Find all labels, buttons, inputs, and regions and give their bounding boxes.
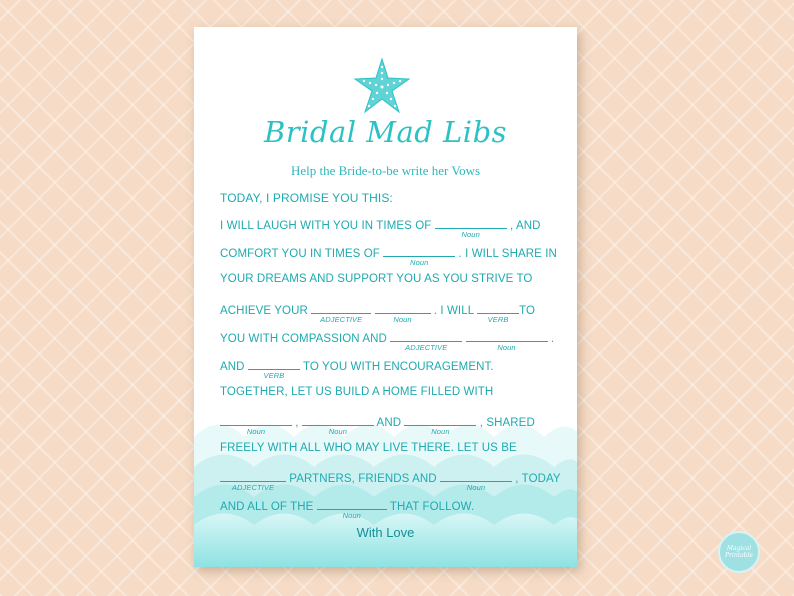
fill-in-blank[interactable] (466, 330, 548, 352)
blank-hint-label: Noun (431, 427, 450, 436)
vow-text: . I WILL (430, 305, 478, 317)
vow-line (220, 470, 561, 492)
blank-hint-label: Noun (342, 511, 361, 520)
subtitle: Help the Bride-to-be write her Vows (290, 163, 481, 178)
blank-hint-label: Noun (328, 427, 348, 436)
blank-hint-label: VERB (487, 315, 509, 324)
vow-text: , (292, 417, 302, 429)
vow-text: AND ALL OF THE (220, 501, 317, 513)
fill-in-blank[interactable] (317, 498, 387, 520)
brand-logo (718, 531, 760, 573)
vow-text: THAT FOLLOW. (386, 501, 475, 513)
vow-text: ACHIEVE YOUR (220, 305, 312, 317)
blank-hint-label: Noun (246, 427, 266, 436)
fill-in-blank[interactable] (383, 245, 455, 267)
starfish-icon (352, 57, 412, 115)
vow-text: , SHARED (476, 417, 535, 429)
vow-line (220, 273, 532, 285)
vow-line (220, 358, 494, 380)
closing-text: With Love (356, 525, 415, 540)
vow-text: I WILL LAUGH WITH YOU IN TIMES OF (220, 220, 435, 232)
vow-line (220, 498, 475, 520)
vow-text: . (547, 333, 555, 345)
fill-in-blank[interactable] (302, 414, 374, 436)
vow-text: . I WILL SHARE IN (455, 248, 557, 260)
vow-line (220, 330, 555, 352)
fill-in-blank[interactable] (375, 302, 431, 324)
fill-in-blank[interactable] (220, 414, 292, 436)
fill-in-blank[interactable] (248, 358, 300, 380)
blank-hint-label: Noun (497, 343, 516, 352)
vow-text: AND (373, 417, 405, 429)
vow-line (220, 217, 541, 239)
blank-hint-label: VERB (263, 371, 285, 380)
fill-in-blank[interactable] (390, 330, 462, 352)
vow-text: YOU WITH COMPASSION AND (220, 333, 391, 345)
blank-hint-label: ADJECTIVE (231, 483, 275, 492)
vow-text: COMFORT YOU IN TIMES OF (220, 248, 384, 260)
fill-in-blank[interactable] (477, 302, 519, 324)
vow-text: TO (519, 305, 536, 317)
fill-in-blank[interactable] (404, 414, 476, 436)
fill-in-blank[interactable] (220, 470, 286, 492)
vow-line (220, 302, 536, 324)
vow-text: FREELY WITH ALL WHO MAY LIVE THERE. LET US BE (220, 442, 517, 454)
vow-text: YOUR DREAMS AND SUPPORT YOU AS YOU STRIVE TO (220, 273, 533, 285)
mad-libs-card (194, 27, 577, 567)
vow-line (220, 414, 535, 436)
blank-hint-label: Noun (410, 258, 429, 267)
vow-text: , TODAY (511, 473, 561, 485)
blank-hint-label: Noun (466, 483, 486, 492)
vow-text: PARTNERS, FRIENDS AND (286, 473, 440, 485)
fill-in-blank[interactable] (435, 217, 507, 239)
vow-text: , AND (506, 220, 541, 232)
vow-line (220, 245, 557, 267)
heading: TODAY, I PROMISE YOU THIS: (220, 191, 393, 205)
fill-in-blank[interactable] (311, 302, 371, 324)
vow-text: TOGETHER, LET US BUILD A HOME FILLED WITH (220, 386, 494, 398)
vow-text: AND (220, 361, 248, 373)
page-title: Bridal Mad Libs (263, 115, 508, 149)
logo-text: Magical Printable (725, 545, 753, 559)
blank-hint-label: Noun (461, 230, 480, 239)
blank-hint-label: ADJECTIVE (320, 315, 363, 324)
vow-text: TO YOU WITH ENCOURAGEMENT. (299, 361, 494, 373)
blank-hint-label: Noun (393, 315, 412, 324)
fill-in-blank[interactable] (440, 470, 512, 492)
vow-line (220, 386, 493, 398)
vow-line (220, 442, 517, 454)
blank-hint-label: ADJECTIVE (405, 343, 448, 352)
